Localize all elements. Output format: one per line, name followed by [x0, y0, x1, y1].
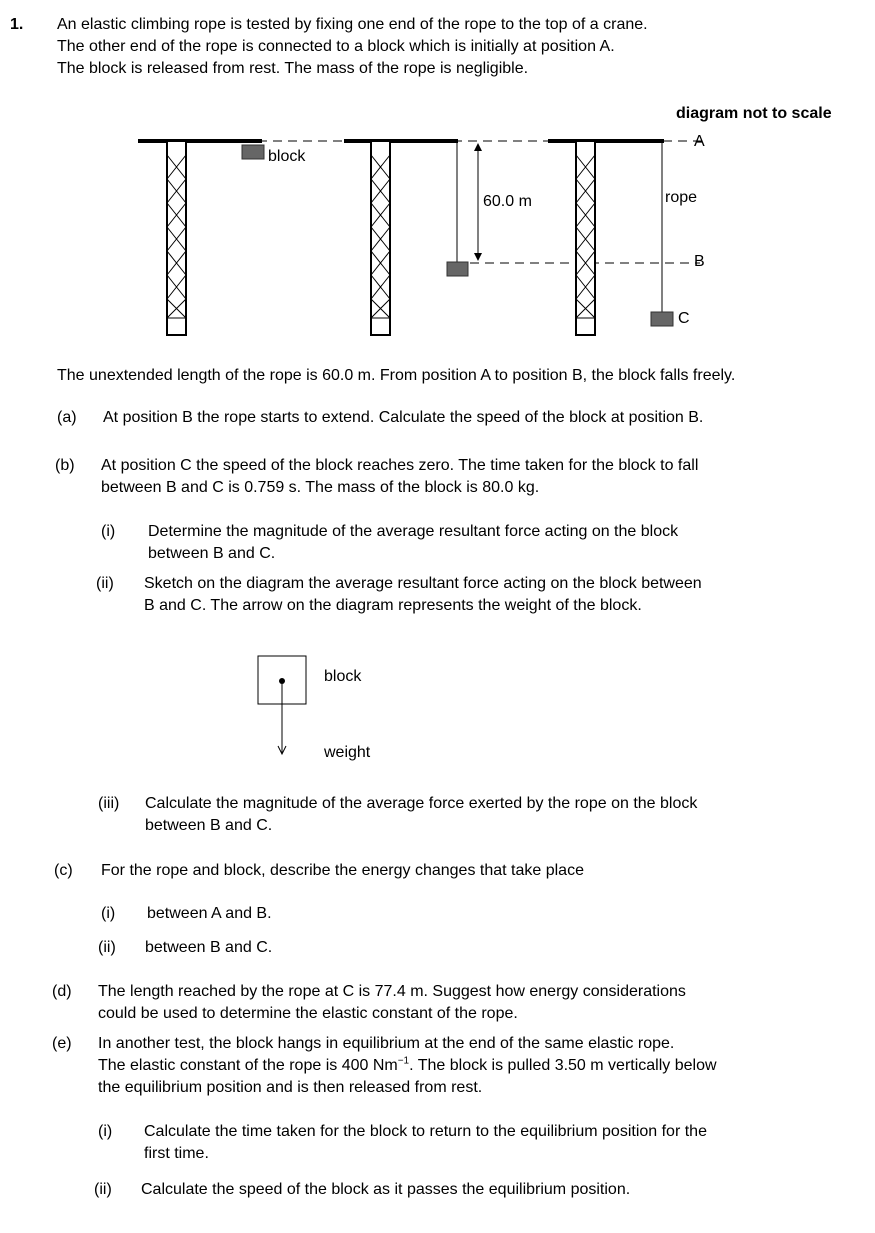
part-b-iii-text-1: Calculate the magnitude of the average force exerted by the rope on the block: [145, 795, 698, 812]
centre-of-mass-dot: [279, 678, 285, 684]
block-at-a: [242, 145, 264, 159]
part-d-text-2: could be used to determine the elastic constant of the rope.: [98, 1005, 518, 1022]
figure-weight-label: weight: [324, 744, 371, 761]
part-c-ii-text: between B and C.: [145, 939, 273, 956]
part-b-iii-text-2: between B and C.: [145, 817, 273, 834]
position-b-label: B: [694, 253, 705, 270]
part-a-label: (a): [57, 409, 77, 426]
diagram-block-label: block: [268, 148, 306, 165]
diagram-note: diagram not to scale: [676, 105, 832, 122]
part-b-i-label: (i): [101, 523, 116, 540]
part-b-i-text-2: between B and C.: [148, 545, 276, 562]
part-b-ii-text-1: Sketch on the diagram the average resultant force acting on the block between: [144, 575, 702, 592]
part-e-text-2: [98, 1055, 717, 1077]
part-e-i-text-1: Calculate the time taken for the block to return to the equilibrium position for the: [144, 1123, 707, 1140]
intro-line-3: The block is released from rest. The mass of the rope is negligible.: [57, 60, 529, 77]
crane-3: [548, 141, 673, 335]
part-d-text-1: The length reached by the rope at C is 77.4 m. Suggest how energy considerations: [98, 983, 686, 1000]
part-c-text: For the rope and block, describe the energy changes that take place: [101, 862, 584, 879]
part-d-label: (d): [52, 983, 72, 1000]
part-e-i-label: (i): [98, 1123, 113, 1140]
block-at-c: [651, 312, 673, 326]
part-e-text-2-post: . The block is pulled 3.50 m vertically below: [409, 1057, 717, 1074]
part-c-i-label: (i): [101, 905, 116, 922]
figure-block-label: block: [324, 668, 362, 685]
part-e-text-1: In another test, the block hangs in equilibrium at the end of the same elastic rope.: [98, 1035, 675, 1052]
part-c-i-text: between A and B.: [147, 905, 272, 922]
stem-text: The unextended length of the rope is 60.0 m. From position A to position B, the block falls freely.: [57, 367, 736, 384]
diagram-length-label: 60.0 m: [483, 193, 532, 210]
part-e-text-2-pre: The elastic constant of the rope is 400 Nm: [98, 1057, 398, 1074]
part-b-text-1: At position C the speed of the block reaches zero. The time taken for the block to fall: [101, 457, 699, 474]
intro-line-1: An elastic climbing rope is tested by fixing one end of the rope to the top of a crane.: [57, 16, 648, 33]
part-b-ii-label: (ii): [96, 575, 114, 592]
part-b-ii-text-2: B and C. The arrow on the diagram represents the weight of the block.: [144, 597, 642, 614]
part-e-ii-text: Calculate the speed of the block as it passes the equilibrium position.: [141, 1181, 631, 1198]
part-e-text-3: the equilibrium position and is then released from rest.: [98, 1079, 483, 1096]
part-c-ii-label: (ii): [98, 939, 116, 956]
diagram-rope-label: rope: [665, 189, 698, 206]
question-number: 1.: [10, 16, 24, 33]
part-b-label: (b): [55, 457, 75, 474]
force-block: [258, 656, 306, 704]
intro-line-2: The other end of the rope is connected to a block which is initially at position A.: [57, 38, 615, 55]
position-c-label: C: [678, 310, 690, 327]
part-e-label: (e): [52, 1035, 72, 1052]
part-e-i-text-2: first time.: [144, 1145, 209, 1162]
position-a-label: A: [694, 133, 705, 150]
part-c-label: (c): [54, 862, 73, 879]
crane-2: [344, 141, 482, 335]
part-e-unit-exponent: −1: [397, 1055, 410, 1067]
block-at-b: [447, 262, 468, 276]
part-e-ii-label: (ii): [94, 1181, 112, 1198]
part-a-text: At position B the rope starts to extend. Calculate the speed of the block at position B.: [103, 409, 704, 426]
part-b-iii-label: (iii): [98, 795, 120, 812]
crane-diagram: [0, 0, 875, 350]
crane-1: [138, 141, 264, 335]
part-b-i-text-1: Determine the magnitude of the average resultant force acting on the block: [148, 523, 679, 540]
part-b-text-2: between B and C is 0.759 s. The mass of the block is 80.0 kg.: [101, 479, 540, 496]
